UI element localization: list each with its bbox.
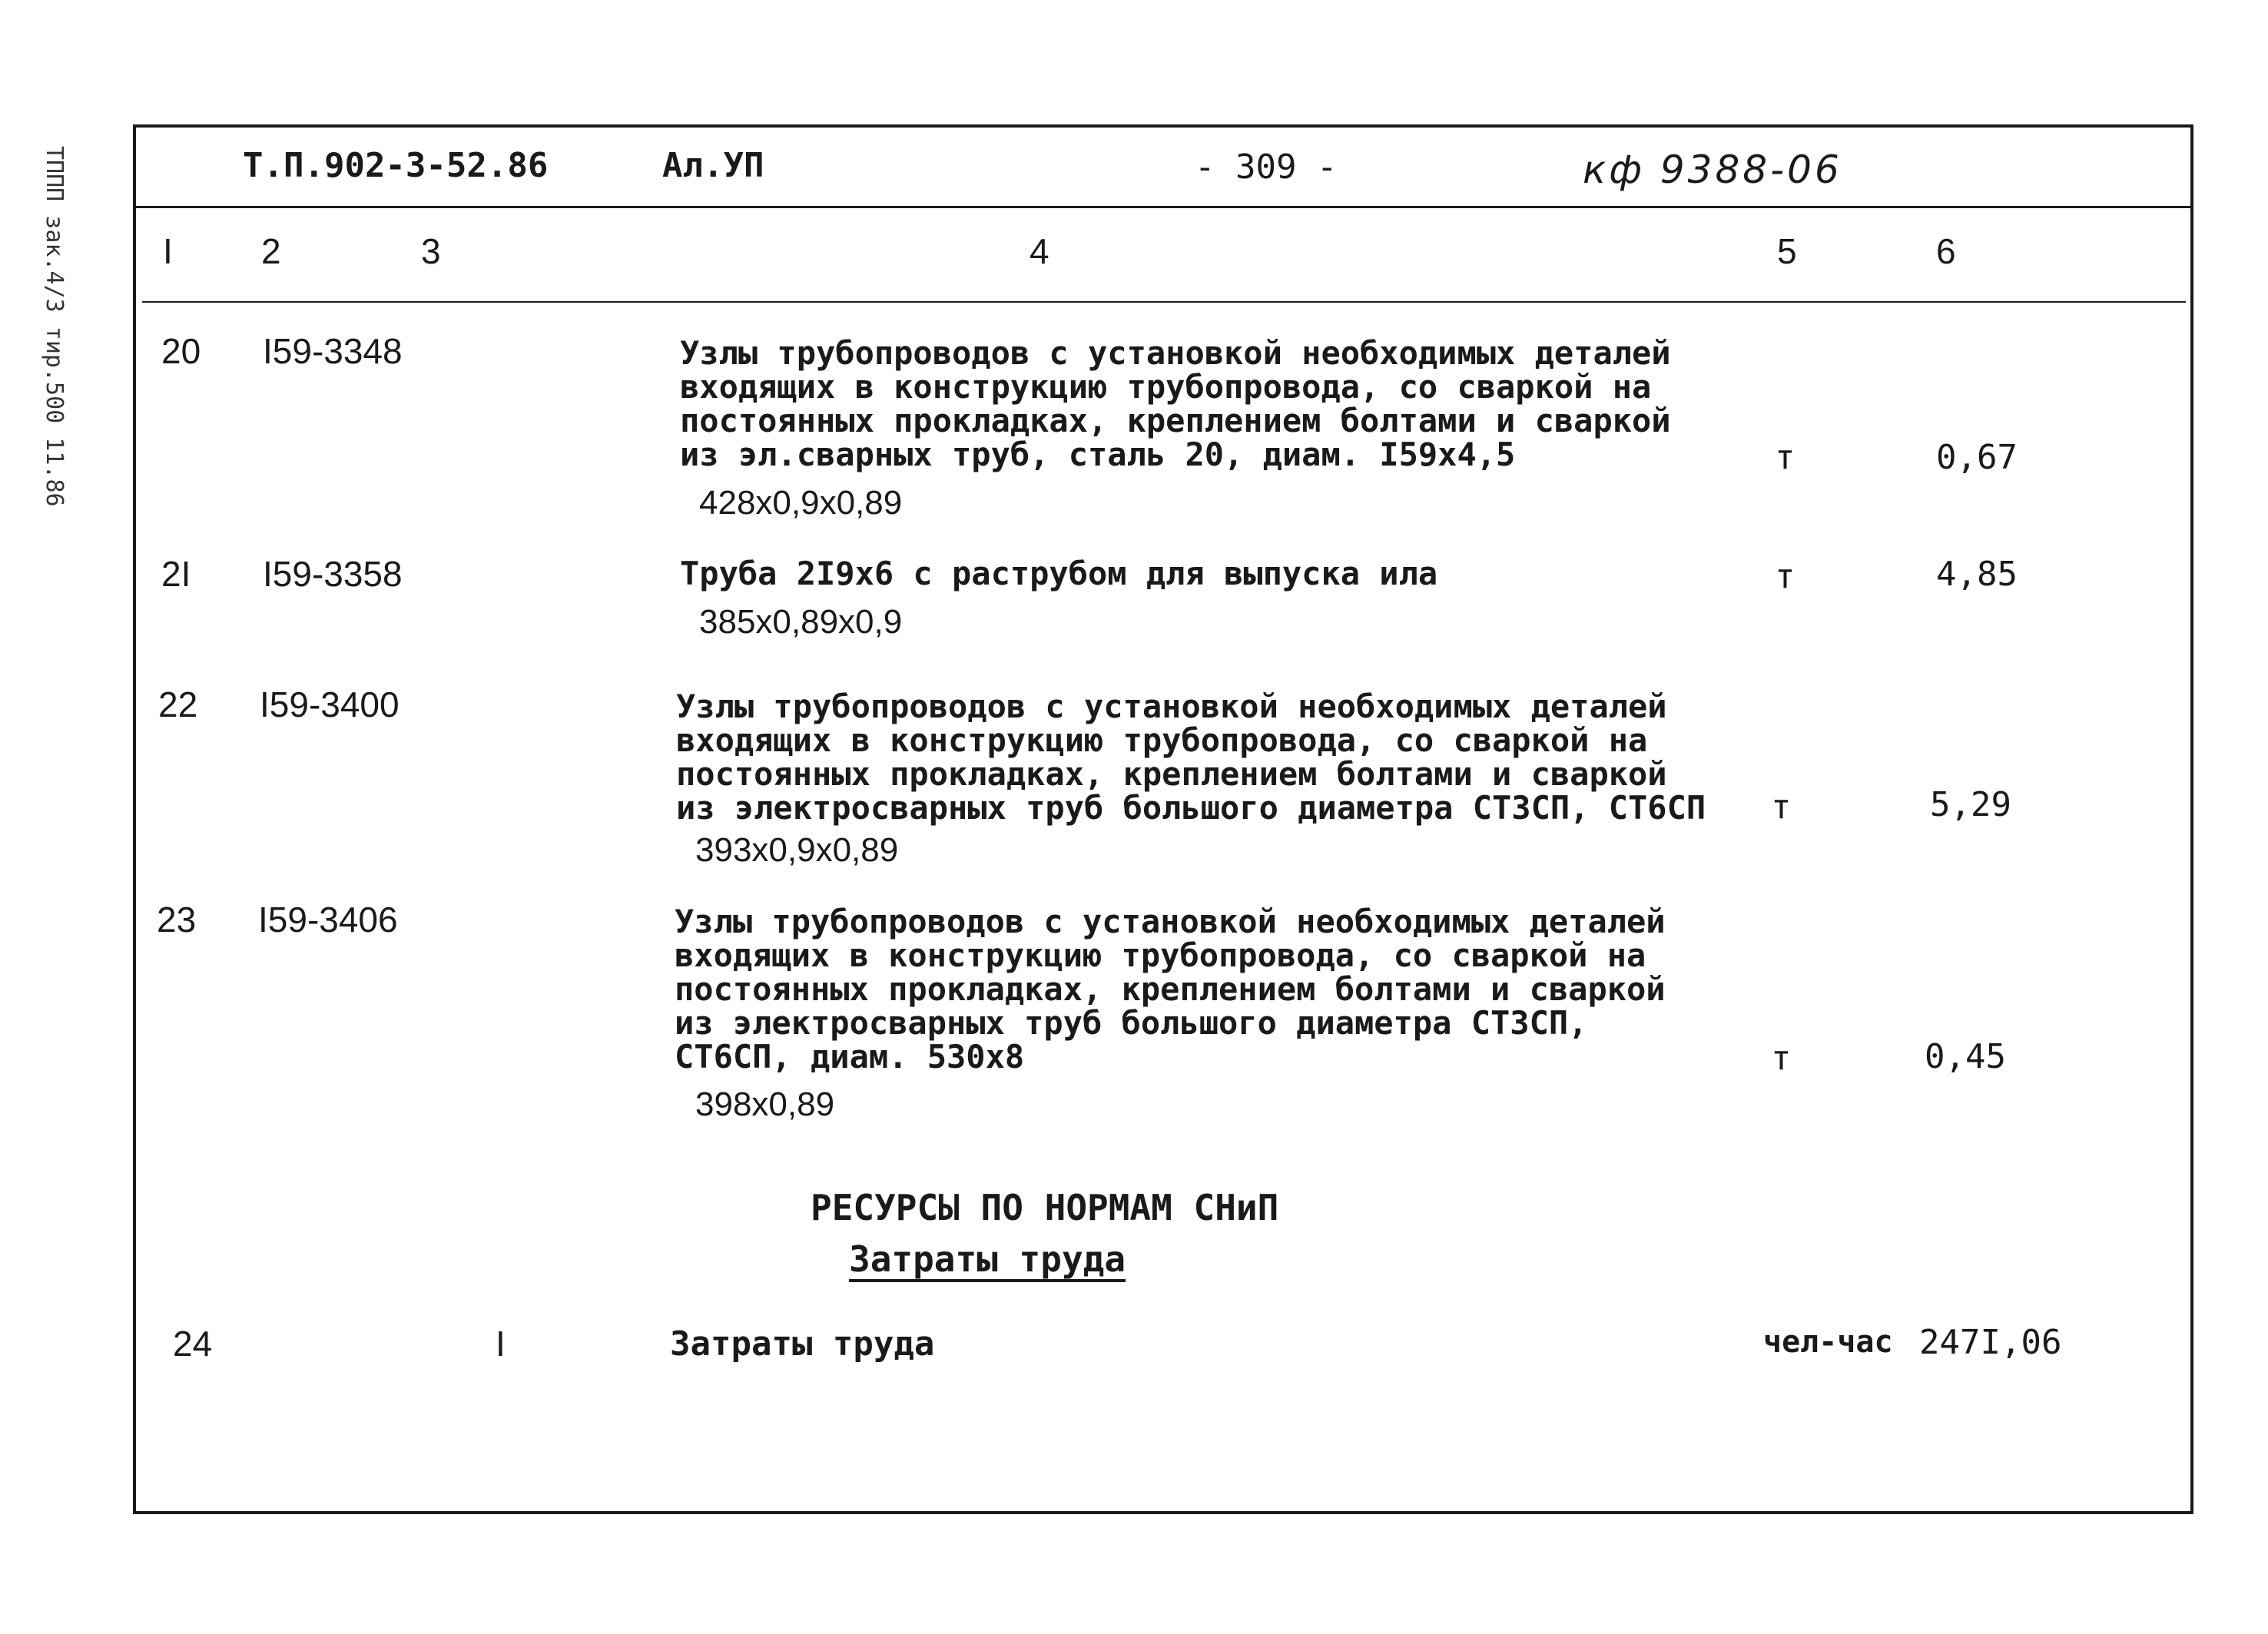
row-value: 247I,06	[1919, 1323, 2062, 1362]
row-unit: т	[1771, 1039, 1792, 1078]
row-value: 0,45	[1925, 1037, 2006, 1076]
row-calculation: 393x0,9x0,89	[695, 831, 899, 869]
row-value: 0,67	[1936, 438, 2018, 477]
row-number: 24	[173, 1324, 213, 1364]
header-rule	[136, 206, 2190, 208]
row-value: 5,29	[1930, 785, 2011, 824]
row-unit: т	[1775, 557, 1796, 596]
row-number: 23	[157, 900, 197, 940]
row-description: Труба 2I9x6 с раструбом для выпуска ила	[680, 555, 1438, 592]
row-col3: I	[496, 1324, 506, 1364]
column-header-4: 4	[1030, 231, 1049, 271]
document-code: кф 9388-06	[1583, 147, 1842, 192]
row-calculation: 428x0,9x0,89	[699, 484, 903, 522]
column-header-2: 2	[261, 231, 281, 271]
row-description: Узлы трубопроводов с установкой необходимых деталей входящих в конструкцию трубопровода, со сваркой на постоянных прокладках, креплением болтами и сваркой из электросварных труб большого диаметра СТЗСП, СТ6СП, диам. 530x8	[675, 903, 1666, 1076]
row-number: 22	[158, 684, 198, 724]
row-description: Затраты труда	[670, 1324, 935, 1364]
row-calculation: 385x0,89x0,9	[699, 603, 903, 641]
row-code: I59-3400	[260, 684, 400, 724]
row-number: 2I	[161, 554, 191, 594]
row-description: Узлы трубопроводов с установкой необходимых деталей входящих в конструкцию трубопровода, со сваркой на постоянных прокладках, креплением болтами и сваркой из эл.сварных труб, сталь 20, диам. I59x4,5	[680, 334, 1671, 473]
row-description: Узлы трубопроводов с установкой необходимых деталей входящих в конструкцию трубопровода, со сваркой на постоянных прокладках, креплением болтами и сваркой из электросварных труб большого диаметра СТЗСП, СТ6СП	[676, 688, 1706, 827]
row-number: 20	[161, 331, 201, 371]
row-code: I59-3348	[263, 331, 403, 371]
row-code: I59-3406	[258, 900, 398, 940]
column-header-1: I	[163, 231, 173, 271]
row-unit: чел-час	[1763, 1324, 1893, 1360]
album-number: Ал.УП	[662, 146, 764, 185]
row-unit: т	[1775, 438, 1796, 477]
section-title: РЕСУРСЫ ПО НОРМАМ СНиП	[811, 1187, 1279, 1228]
section-subtitle: Затраты труда	[849, 1238, 1126, 1280]
page-number: - 309 -	[1195, 147, 1338, 187]
column-header-rule	[142, 301, 2186, 303]
project-number: Т.П.902-3-52.86	[243, 146, 549, 185]
column-header-5: 5	[1777, 231, 1797, 271]
row-code: I59-3358	[263, 554, 403, 594]
row-calculation: 398x0,89	[695, 1085, 835, 1123]
row-value: 4,85	[1936, 555, 2018, 594]
row-unit: т	[1771, 787, 1792, 827]
margin-note: ТППП зак.4/3 тир.500 11.86	[41, 146, 68, 507]
column-header-6: 6	[1936, 231, 1956, 271]
column-header-3: 3	[421, 231, 441, 271]
